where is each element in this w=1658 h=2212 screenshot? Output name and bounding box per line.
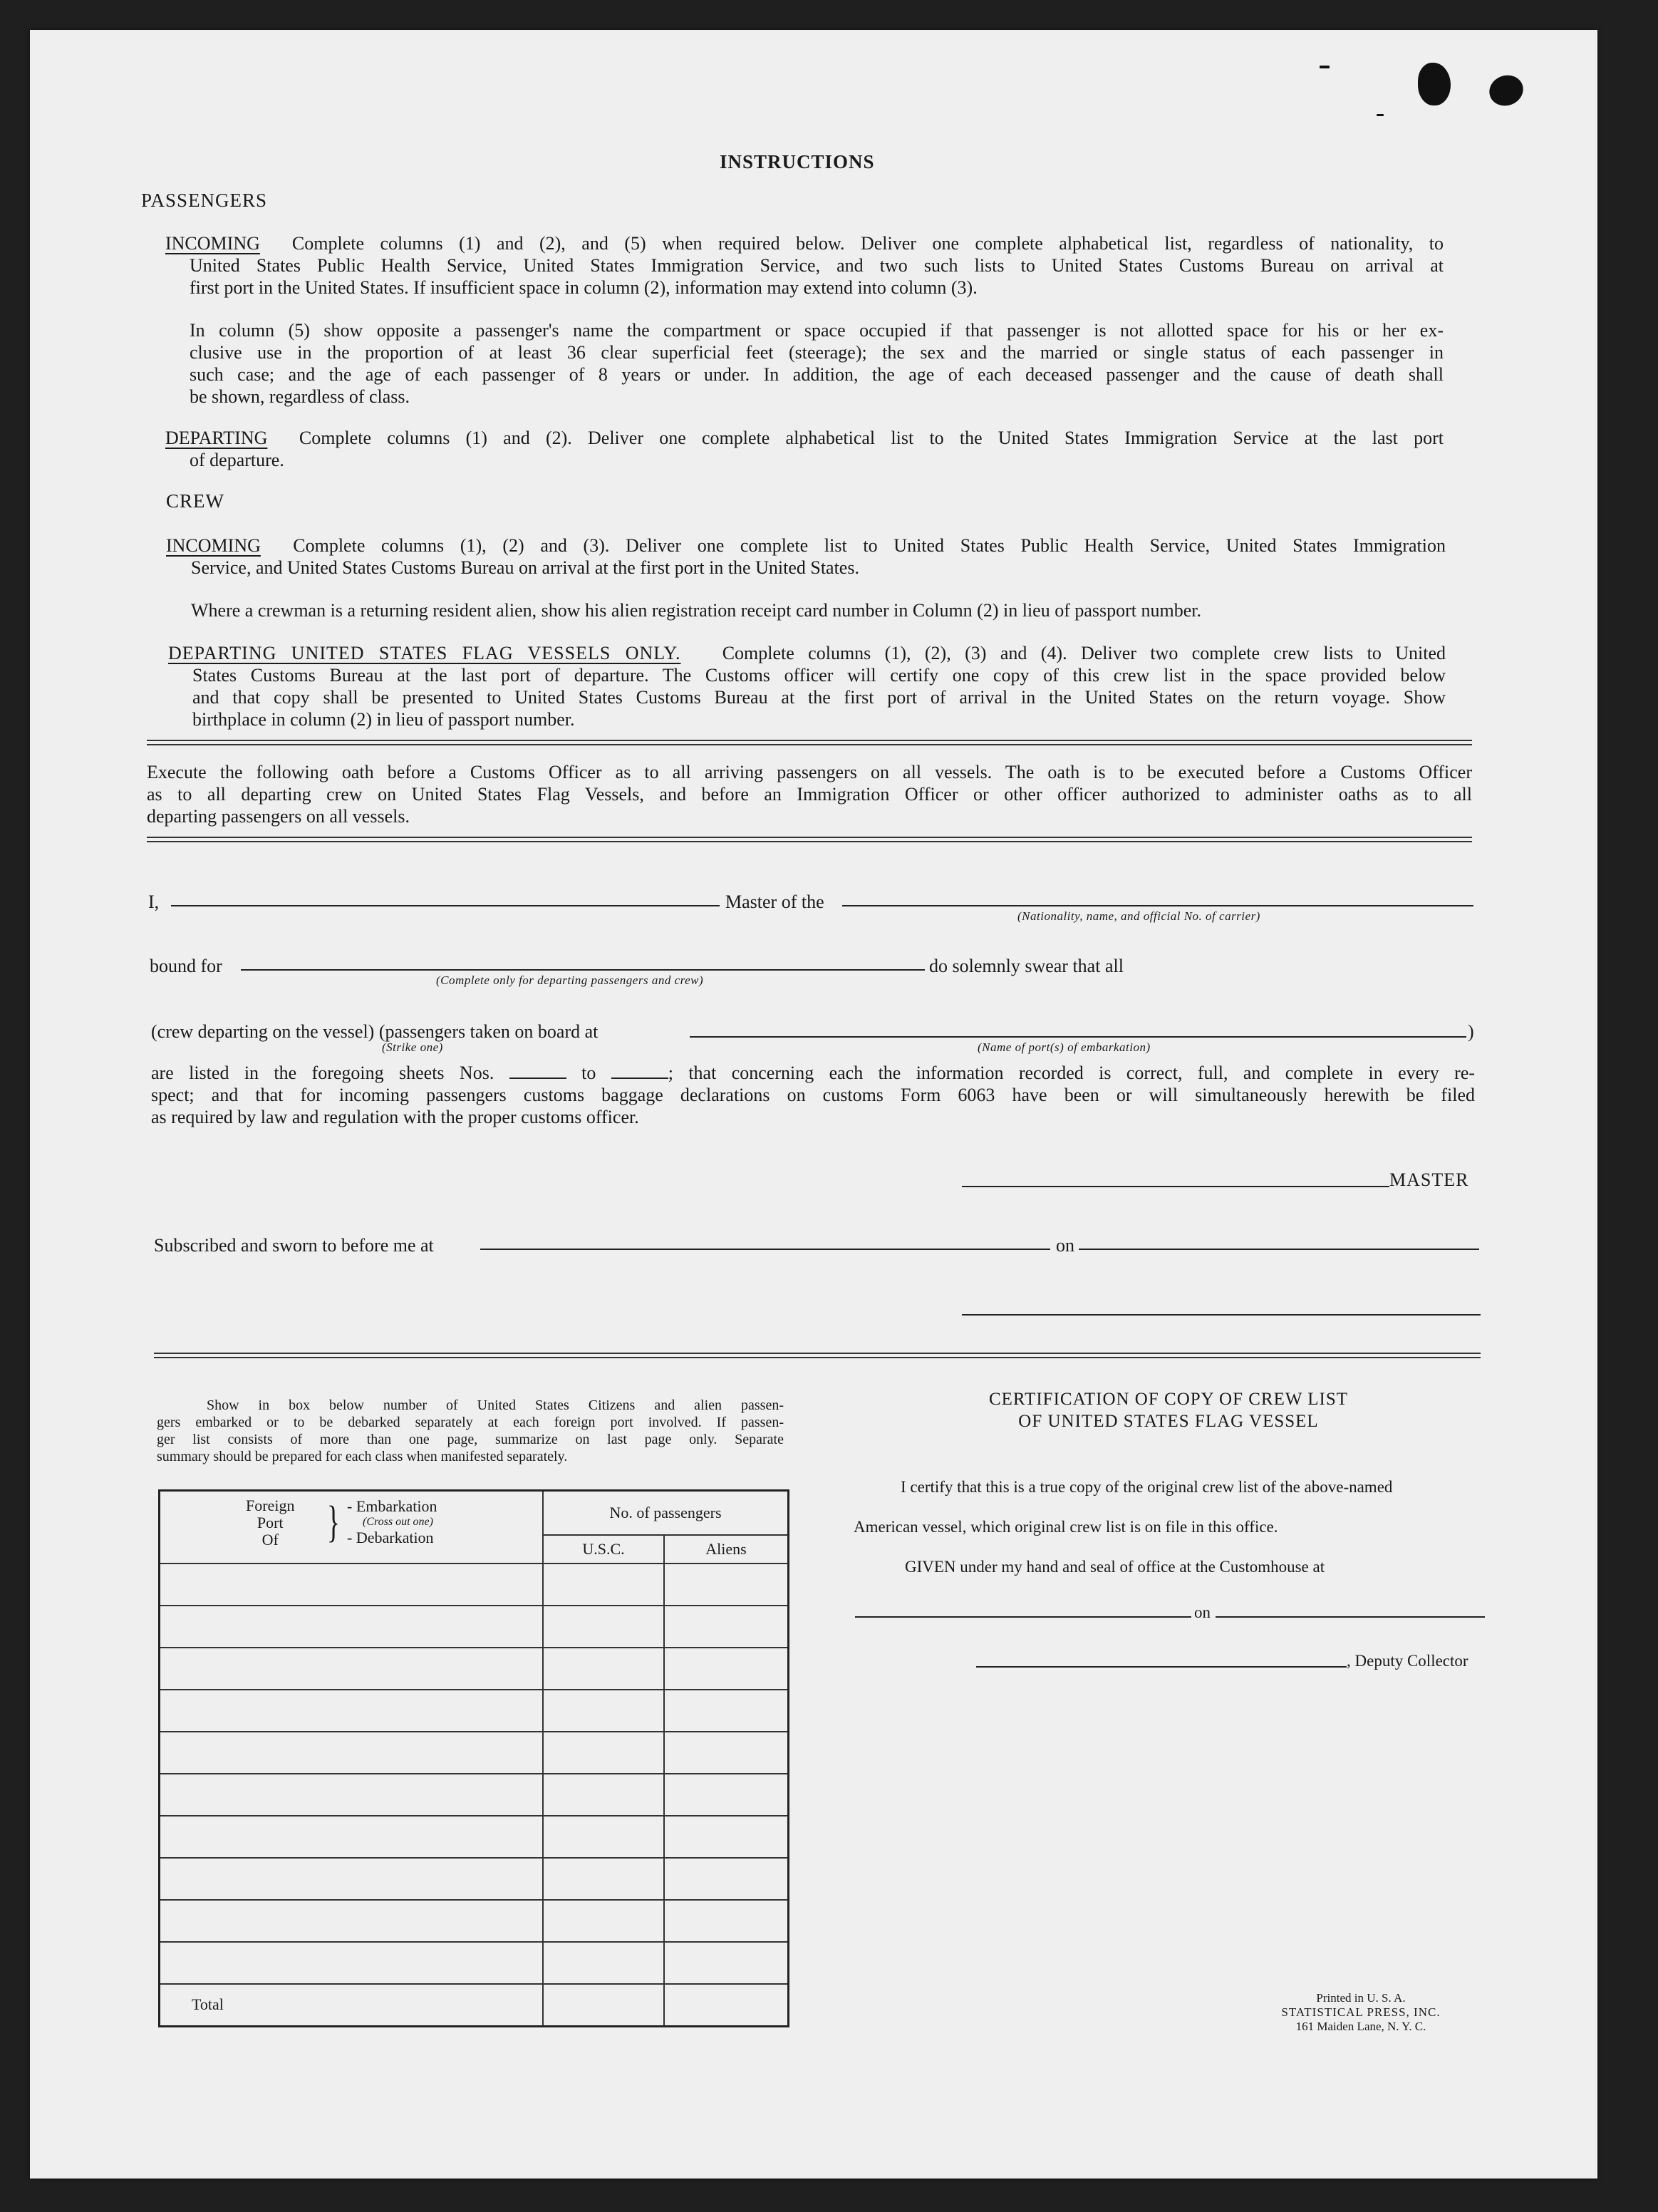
port-cell[interactable] [160,1900,544,1942]
passengers-departing-line2: of departure. [190,450,284,470]
table-row [160,1732,789,1774]
master-label: MASTER [1389,1169,1469,1190]
departing-label: DEPARTING [165,428,268,448]
close-paren: ) [1468,1021,1474,1042]
aliens-cell[interactable] [664,1942,789,1984]
sheet-from-field[interactable] [509,1077,566,1079]
aliens-cell[interactable] [664,1690,789,1732]
aliens-cell[interactable] [664,1858,789,1900]
swear-label: do solemnly swear that all [929,956,1124,976]
usc-cell[interactable] [543,1816,664,1858]
section-divider [147,740,1472,745]
foreign-port-header [160,1491,544,1564]
cert-on-label: on [1194,1603,1211,1621]
table-row [160,1900,789,1942]
port-cell[interactable] [160,1942,544,1984]
ink-blot [1418,63,1451,105]
crew-departing-line1: DEPARTING UNITED STATES FLAG VESSELS ONLY. Complete columns (1), (2), (3) and (4). Deliver two complete crew lists to United [168,643,1446,663]
crew-incoming-line2: Service, and United States Customs Bureau on arrival at the first port in the United States. [191,557,859,578]
oath-intro-line3: departing passengers on all vessels. [147,806,410,827]
total-usc-cell[interactable] [543,1984,664,2027]
aliens-cell[interactable] [664,1732,789,1774]
printer-imprint: Printed in U. S. A. STATISTICAL PRESS, INC. 161 Maiden Lane, N. Y. C. [1281,1991,1441,2033]
column5-line4: be shown, regardless of class. [190,386,410,407]
crew-departing-line2: States Customs Bureau at the last port of departure. The Customs officer will certify one copy of this crew list in the space provided below [192,665,1446,686]
passengers-incoming-line2: United States Public Health Service, United States Immigration Service, and two such lists to United States Customs Bureau on arrival at [190,255,1444,276]
port-cell[interactable] [160,1564,544,1606]
table-row [160,1774,789,1816]
oath-line2: spect; and that for incoming passengers customs baggage declarations on customs Form 6063 have been or will simultaneously herewith be filed [151,1085,1475,1105]
usc-cell[interactable] [543,1648,664,1690]
aliens-cell[interactable] [664,1648,789,1690]
passengers-departing-line1: DEPARTING Complete columns (1) and (2). Deliver one complete alphabetical list to the United States Immigration Service at the last port [165,428,1444,448]
aliens-cell[interactable] [664,1564,789,1606]
column5-line3: such case; and the age of each passenger of 8 years or under. In addition, the age of each deceased passenger and the cause of death shall [190,364,1444,385]
usc-cell[interactable] [543,1564,664,1606]
deputy-collector-label: , Deputy Collector [1347,1652,1468,1670]
sworn-place-field[interactable] [480,1249,1050,1250]
foreign-label: Foreign [246,1497,295,1514]
certify-line2: American vessel, which original crew list is on file in this office. [854,1518,1278,1536]
sworn-on-label: on [1056,1235,1074,1256]
resident-alien-note: Where a crewman is a returning resident alien, show his alien registration receipt card number in Column (2) in lieu of passport number. [191,600,1202,621]
port-cell[interactable] [160,1816,544,1858]
table-row [160,1690,789,1732]
ink-mark [1377,114,1384,116]
usc-cell[interactable] [543,1858,664,1900]
table-row [160,1648,789,1690]
embarkation-ports-field[interactable] [690,1036,1466,1038]
oath-intro-line2: as to all departing crew on United States Flag Vessels, and before an Immigration Officer or other officer authorized to administer oaths as to all [147,784,1472,805]
carrier-caption: (Nationality, name, and official No. of carrier) [1017,909,1260,923]
sworn-date-field[interactable] [1079,1249,1479,1250]
oath-line3: as required by law and regulation with the proper customs officer. [151,1107,639,1127]
passengers-heading: PASSENGERS [141,190,268,211]
embarkation-label: - Embarkation [347,1497,437,1515]
aliens-cell[interactable] [664,1900,789,1942]
port-cell[interactable] [160,1774,544,1816]
column5-line2: clusive use in the proportion of at least 36 clear superficial feet (steerage); the sex and the married or single status of each passenger in [190,342,1444,363]
port-cell[interactable] [160,1858,544,1900]
table-row [160,1816,789,1858]
of-label: Of [261,1531,279,1549]
oath-i-label: I, [148,891,160,912]
usc-cell[interactable] [543,1690,664,1732]
officer-signature-field[interactable] [962,1314,1481,1316]
crew-departing-line4: birthplace in column (2) in lieu of passport number. [192,709,575,730]
certify-line1: I certify that this is a true copy of the original crew list of the above-named [901,1478,1393,1496]
strike-one-caption: (Strike one) [382,1040,443,1054]
passengers-incoming-line1: INCOMING Complete columns (1) and (2), and (5) when required below. Deliver one complete alphabetical list, regardless of nationality, to [165,233,1444,254]
customhouse-field[interactable] [855,1616,1191,1618]
aliens-cell[interactable] [664,1774,789,1816]
bound-for-field[interactable] [241,969,925,971]
usc-cell[interactable] [543,1606,664,1648]
usc-cell[interactable] [543,1900,664,1942]
listed-line1: are listed in the foregoing sheets Nos. to ; that concerning each the information recorded is correct, full, and complete in every re- [151,1063,1476,1083]
total-label: Total [160,1984,544,2027]
aliens-cell[interactable] [664,1816,789,1858]
table-row [160,1858,789,1900]
sheet-to-field[interactable] [611,1077,668,1079]
bound-for-label: bound for [150,956,222,976]
no-passengers-header: No. of passengers [543,1491,789,1535]
usc-cell[interactable] [543,1732,664,1774]
usc-cell[interactable] [543,1774,664,1816]
summary-intro: Show in box below number of United States Citizens and alien passen- gers embarked or to be debarked separately at each foreign port involved. If passen- ger list consists of more than one page, summarize on last page only. Separate summary should be prepared for each class when manifested separately. [157,1397,784,1464]
port-cell[interactable] [160,1690,544,1732]
master-of-the-label: Master of the [725,891,824,912]
given-line: GIVEN under my hand and seal of office at the Customhouse at [905,1558,1325,1576]
section-divider [147,837,1472,842]
deputy-signature-field[interactable] [976,1666,1347,1668]
cert-date-field[interactable] [1216,1616,1485,1618]
table-row [160,1942,789,1984]
aliens-cell[interactable] [664,1606,789,1648]
certification-title: CERTIFICATION OF COPY OF CREW LIST OF UNITED STATES FLAG VESSEL [988,1390,1349,1431]
port-cell[interactable] [160,1606,544,1648]
table-row [160,1606,789,1648]
cross-out-label: (Cross out one) [363,1516,433,1528]
incoming-label: INCOMING [165,233,260,254]
port-label: Port [257,1514,284,1531]
crew-incoming-label: INCOMING [166,535,261,556]
column5-line1: In column (5) show opposite a passenger's name the compartment or space occupied if that passenger is not allotted space for his or her ex- [190,320,1444,341]
port-cell[interactable] [160,1732,544,1774]
usc-header: U.S.C. [543,1535,664,1564]
master-signature-field[interactable] [962,1186,1389,1187]
bound-caption: (Complete only for departing passengers and crew) [436,973,704,987]
crew-heading: CREW [166,490,224,512]
table-row [160,1564,789,1606]
passenger-summary-table [158,1489,789,2027]
page-title: INSTRUCTIONS [720,151,875,172]
passengers-incoming-line3: first port in the United States. If insufficient space in column (2), information may extend into column (3). [190,277,978,298]
usc-cell[interactable] [543,1942,664,1984]
master-name-field[interactable] [171,905,720,906]
debarkation-label: - Debarkation [347,1529,434,1546]
section-divider [154,1353,1481,1358]
aliens-header: Aliens [664,1535,789,1564]
oath-intro-line1: Execute the following oath before a Customs Officer as to all arriving passengers on all vessels. The oath is to be executed before a Customs Officer [147,762,1472,782]
crew-passengers-label: (crew departing on the vessel) (passengers taken on board at [151,1021,599,1042]
total-aliens-cell[interactable] [664,1984,789,2027]
crew-departing-line3: and that copy shall be presented to United States Customs Bureau at the first port of arrival in the United States on the return voyage. Show [192,687,1446,708]
crew-incoming-line1: INCOMING Complete columns (1), (2) and (3). Deliver one complete list to United States Public Health Service, United States Immigration [166,535,1446,556]
subscribed-label: Subscribed and sworn to before me at [154,1235,434,1256]
crew-departing-label: DEPARTING UNITED STATES FLAG VESSELS ONLY. [168,643,681,663]
carrier-field[interactable] [842,905,1473,906]
brace-icon: } [326,1498,340,1546]
ports-caption: (Name of port(s) of embarkation) [978,1040,1151,1054]
port-cell[interactable] [160,1648,544,1690]
ink-mark [1320,66,1330,68]
total-row [160,1984,789,2027]
